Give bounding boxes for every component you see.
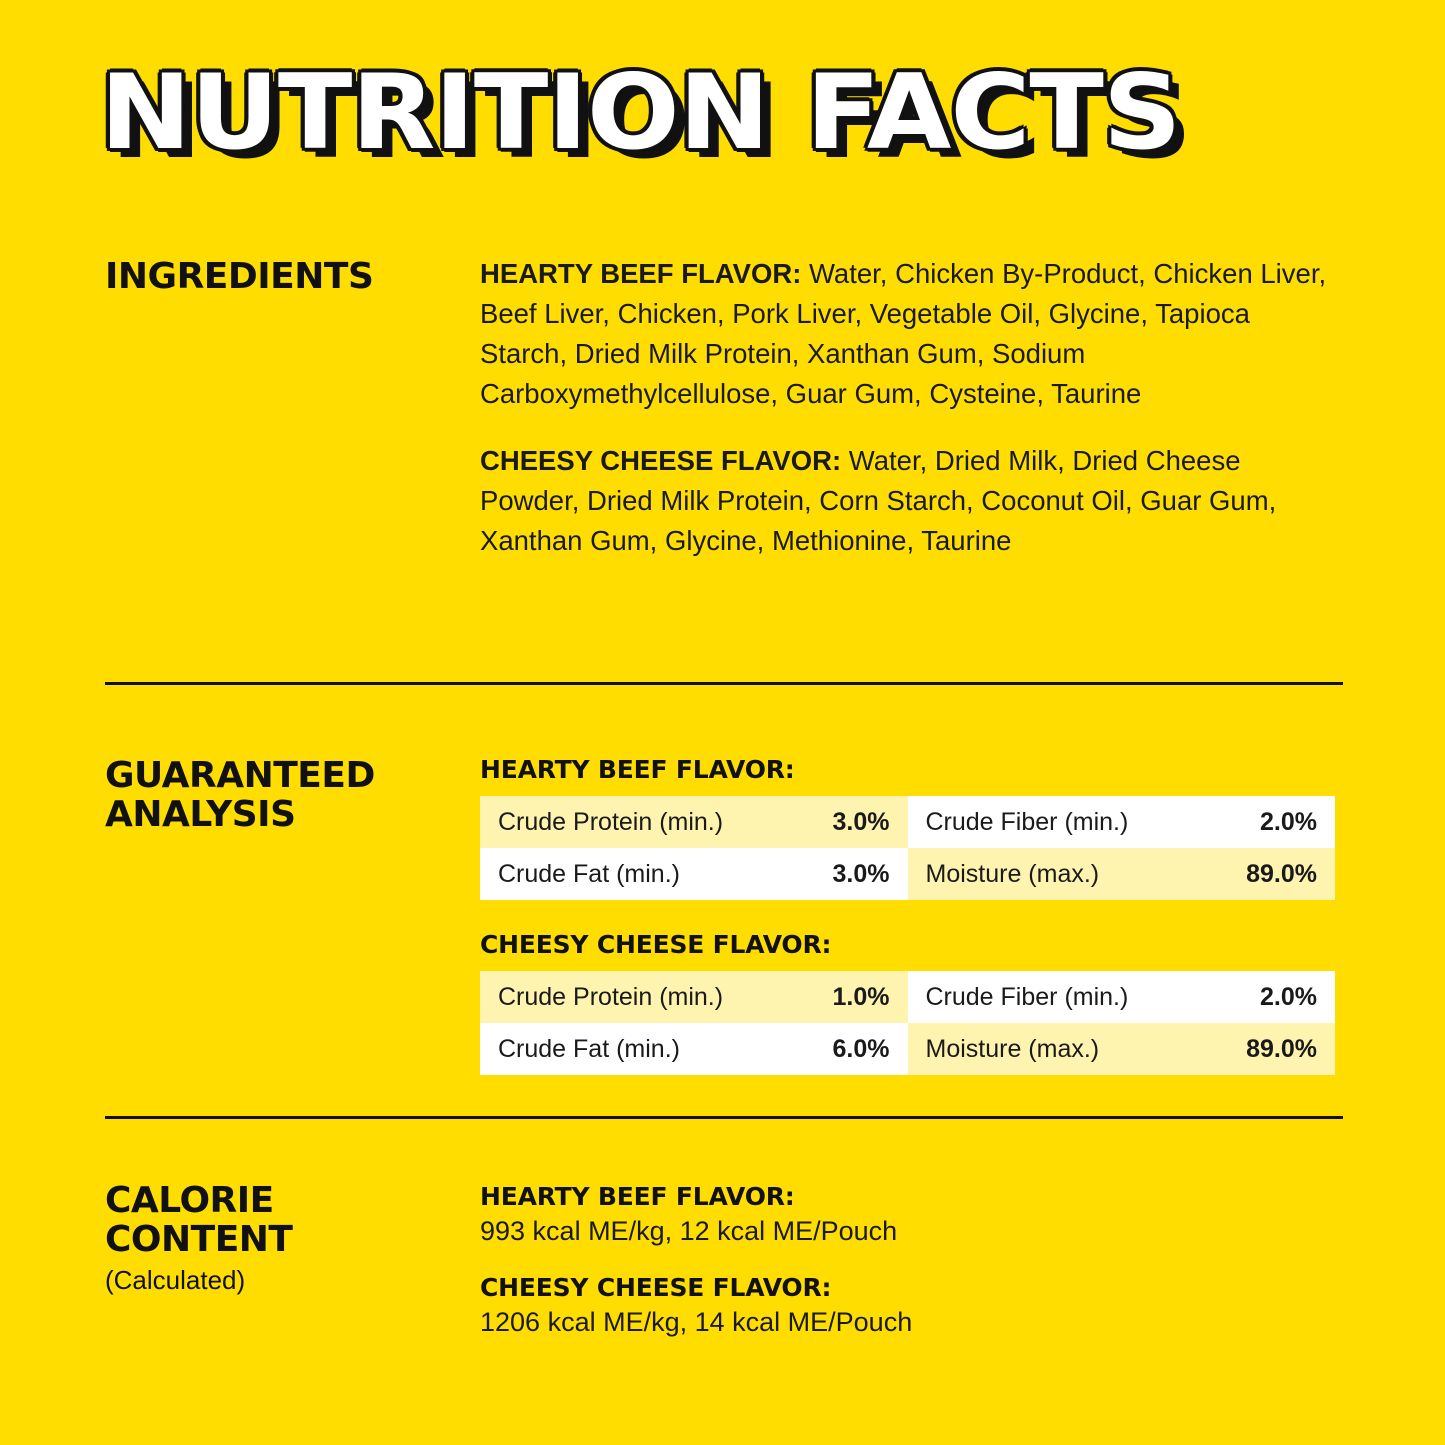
page-title-facts: FACTS	[805, 53, 1181, 173]
ingredient-flavor-heading: CHEESY CHEESE FLAVOR:	[480, 444, 842, 476]
ga-table	[480, 796, 1335, 900]
ga-table	[480, 971, 1335, 1075]
guaranteed-analysis-label-line2: ANALYSIS	[105, 793, 296, 835]
ingredient-text: Water, Dried Milk, Dried Cheese Powder, Dried Milk Protein, Corn Starch, Coconut Oil, Guar Gum, Xanthan Gum, Glycine, Methionine, Taurine	[480, 444, 1277, 556]
ga-nutrient-value: 89.0%	[1246, 1034, 1317, 1063]
ingredient-paragraph	[480, 441, 1335, 561]
guaranteed-analysis-label-line1: GUARANTEED	[105, 755, 375, 796]
calorie-content-label-sub: (Calculated)	[105, 1264, 246, 1295]
ga-nutrient-value: 1.0%	[832, 982, 890, 1011]
ga-table-heading: HEARTY BEEF FLAVOR:	[480, 755, 795, 784]
calorie-entry-heading: CHEESY CHEESE FLAVOR:	[480, 1272, 832, 1302]
ga-nutrient-value: 6.0%	[832, 1034, 890, 1063]
page-title-nutrition: NUTRITION	[100, 53, 769, 173]
ga-nutrient-value: 3.0%	[832, 807, 890, 836]
ga-nutrient-name: Crude Fiber (min.)	[925, 807, 1129, 836]
ga-nutrient-value: 3.0%	[832, 859, 890, 888]
ga-nutrient-value: 89.0%	[1246, 859, 1317, 888]
calorie-content-label-line1: CALORIE	[105, 1180, 274, 1221]
ga-cell	[908, 971, 1336, 1023]
ga-nutrient-value: 2.0%	[1260, 982, 1317, 1011]
ga-nutrient-value: 2.0%	[1260, 807, 1317, 836]
ga-cell	[480, 848, 908, 900]
ga-cell	[908, 796, 1336, 848]
section-divider	[105, 1116, 1343, 1119]
page-title	[100, 53, 1425, 173]
ingredient-text: Water, Chicken By-Product, Chicken Liver, Beef Liver, Chicken, Pork Liver, Vegetable Oil, Glycine, Tapioca Starch, Dried Milk Protein, Xanthan Gum, Sodium Carboxymethylcellulose, Guar Gum, Cysteine, Taurine	[480, 258, 1327, 410]
ga-table-heading: CHEESY CHEESE FLAVOR:	[480, 930, 832, 959]
ga-nutrient-name: Moisture (max.)	[925, 1034, 1100, 1063]
section-divider	[105, 682, 1343, 685]
ga-cell	[480, 796, 908, 848]
calorie-content-body	[480, 1182, 1335, 1342]
ingredient-flavor-heading: HEARTY BEEF FLAVOR:	[480, 258, 802, 289]
ga-cell	[480, 971, 908, 1023]
ingredients-body	[480, 254, 1335, 561]
calorie-entry-heading: HEARTY BEEF FLAVOR:	[480, 1182, 795, 1211]
ga-nutrient-name: Crude Protein (min.)	[498, 982, 724, 1011]
ga-nutrient-name: Crude Protein (min.)	[498, 807, 724, 836]
ga-nutrient-name: Crude Fat (min.)	[498, 859, 680, 888]
calorie-content-label-line2: CONTENT	[105, 1218, 293, 1260]
calorie-content-label	[105, 1182, 293, 1294]
guaranteed-analysis-label	[105, 757, 375, 835]
guaranteed-analysis-body	[480, 755, 1335, 1105]
ga-cell	[480, 1023, 908, 1075]
calorie-entry-value: 1206 kcal ME/kg, 14 kcal ME/Pouch	[480, 1306, 913, 1337]
ga-nutrient-name: Crude Fiber (min.)	[925, 982, 1129, 1011]
ga-cell	[908, 848, 1336, 900]
calorie-entry-value: 993 kcal ME/kg, 12 kcal ME/Pouch	[480, 1216, 898, 1246]
ga-nutrient-name: Moisture (max.)	[925, 859, 1100, 888]
ga-nutrient-name: Crude Fat (min.)	[498, 1034, 680, 1063]
ingredient-paragraph	[480, 254, 1335, 415]
ingredients-label: INGREDIENTS	[105, 256, 374, 297]
ga-cell	[908, 1023, 1336, 1075]
